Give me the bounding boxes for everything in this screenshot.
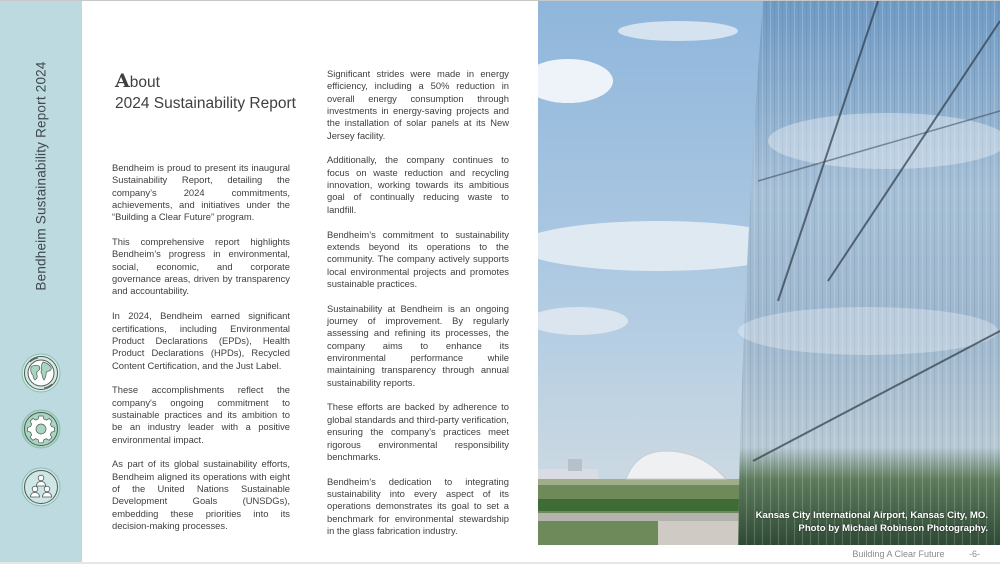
sidebar-title: Bendheim Sustainability Report 2024	[33, 61, 49, 291]
footer-tagline: Building A Clear Future	[852, 549, 945, 559]
page-heading	[115, 71, 296, 115]
heading-line-1-rest: bout	[129, 74, 160, 91]
photo-caption	[756, 509, 988, 535]
page-number: -6-	[969, 549, 980, 559]
airport-photo	[538, 1, 1000, 545]
paragraph: These accomplishments reflect the company's ongoing commitment to sustainable practices and its ambition to be an industry leader with a positive environmental impact.	[112, 384, 290, 445]
gear-icon	[21, 409, 61, 449]
drop-cap: A	[115, 70, 130, 92]
paragraph: Sustainability at Bendheim is an ongoing journey of improvement. By regularly assessing and refining its processes, the company aims to enhance its environmental performance while maintaining transparency through annual sustainability reports.	[327, 302, 509, 388]
photo-illustration	[538, 1, 1000, 545]
paragraph: These efforts are backed by adherence to global standards and third-party verification, ensuring the company’s practices meet rigorous environmental responsibility benchmarks.	[327, 401, 509, 462]
page-footer	[852, 549, 980, 559]
photo-caption-credit: Photo by Michael Robinson Photography.	[798, 523, 988, 534]
sidebar	[0, 1, 82, 562]
text-column-1	[112, 162, 290, 545]
heading-line-2: 2024 Sustainability Report	[115, 95, 296, 112]
photo-caption-location: Kansas City International Airport, Kansas City, MO.	[755, 510, 988, 521]
paragraph: This comprehensive report highlights Bendheim’s progress in environmental, social, economic, and corporate governance areas, driven by transparency and accountability.	[112, 236, 290, 297]
globe-icon	[21, 353, 61, 393]
heading-line-1	[115, 71, 296, 93]
paragraph: As part of its global sustainability efforts, Bendheim aligned its operations with eight of the United Nations Sustainable Development Goals (UNSDGs), embedding these priorities into its decision-making processes.	[112, 458, 290, 532]
paragraph: Bendheim’s dedication to integrating sustainability into every aspect of its operations demonstrates its goal to set a benchmark for environmental stewardship in the glass fabrication industry.	[327, 475, 509, 536]
paragraph: Significant strides were made in energy efficiency, including a 50% reduction in overall energy consumption through investments in energy-saving projects and the installation of solar panels at its New Jersey facility.	[327, 68, 509, 141]
paragraph: Additionally, the company continues to focus on waste reduction and recycling innovation, working towards its ambitious goal of continually reducing waste to landfill.	[327, 154, 509, 215]
text-column-2	[327, 68, 509, 550]
paragraph: In 2024, Bendheim earned significant certifications, including Environmental Product Declarations (EPDs), Health Product Declarations (HPDs), Recycled Content Certification, and the Just Label.	[112, 310, 290, 371]
people-network-icon	[21, 467, 61, 507]
paragraph: Bendheim’s commitment to sustainability extends beyond its operations to the community. The company actively supports local environmental projects and promotes sustainable practices.	[327, 228, 509, 289]
paragraph: Bendheim is proud to present its inaugural Sustainability Report, detailing the company’s 2024 commitments, achievements, and initiatives under the “Building a Clear Future” program.	[112, 162, 290, 223]
